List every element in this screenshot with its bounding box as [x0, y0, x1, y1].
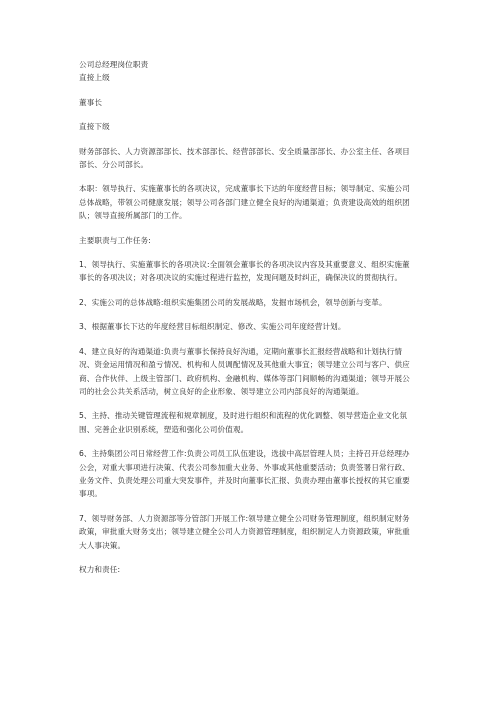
duty-item: 2、实施公司的总体战略:组织实施集团公司的发展战略，发掘市场机会，领导创新与变革。 [79, 297, 387, 307]
duty-item: 6、主持集团公司日常经营工作:负责公司员工队伍建设，选拔中高层管理人员；主持召开总经理办公会，对重大事项进行决策、代表公司参加重大业务、外事或其他重要活动；负责签署日常行政、业务文件、负责处理公司重大突发事件，并及时向董事长汇报、负责办理由董事长授权的其它重要事项。 [79, 449, 410, 499]
duty-item: 3、根据董事长下达的年度经营目标组织制定、修改、实施公司年度经营计划。 [79, 322, 346, 332]
duty-item: 4、建立良好的沟通渠道:负责与董事长保持良好沟通，定期向董事长汇报经营战略和计划执行情况、资金运用情况和盈亏情况、机构和人员调配情况及其他重大事宜；领导建立公司与客户、供应商、合作伙伴、上级主管部门、政府机构、金融机构、媒体等部门间顺畅的沟通渠道；领导开展公司的社会公共关系活动，树立良好的企业形象、领导建立公司内部良好的沟通渠道。 [79, 346, 410, 396]
duty-item: 5、主持、推动关键管理流程和规章制度，及时进行组织和流程的优化调整、领导营造企业文化氛围、完善企业识别系统，塑造和强化公司价值观。 [79, 411, 408, 434]
document-title: 公司总经理岗位职责 [79, 60, 149, 69]
duty-item: 1、领导执行、实施董事长的各项决议:全面领会董事长的各项决议内容及其重要意义、组织实施董事长的各项决议；对各项决议的实施过程进行监控，发现问题及时纠正，确保决议的贯彻执行。 [79, 260, 410, 283]
direct-superior-label: 直接上级 [79, 73, 110, 83]
job-summary: 本职：领导执行、实施董事长的各项决议，完成董事长下达的年度经营目标；领导制定、实施公司总体战略，带领公司健康发展；领导公司各部门建立健全良好的沟通渠道；负责建设高效的组织团队；领导直接所属部门的工作。 [79, 184, 410, 221]
duties-heading: 主要职责与工作任务: [79, 235, 151, 245]
direct-subordinates: 财务部部长、人力资源部部长、技术部部长、经营部部长、安全质量部部长、办公室主任、各项目部长、分公司部长。 [79, 146, 410, 170]
duty-item: 7、领导财务部、人力资源部等分管部门开展工作:领导建立健全公司财务管理制度，组织制定财务政策，审批重大财务支出；领导建立健全公司人力资源管理制度，组织制定人力资源政策，审批重大人事决策。 [79, 513, 410, 550]
direct-subordinate-label: 直接下级 [79, 122, 110, 132]
direct-superior: 董事长 [79, 97, 103, 107]
powers-heading: 权力和责任: [79, 564, 121, 574]
document-body [79, 58, 417, 576]
